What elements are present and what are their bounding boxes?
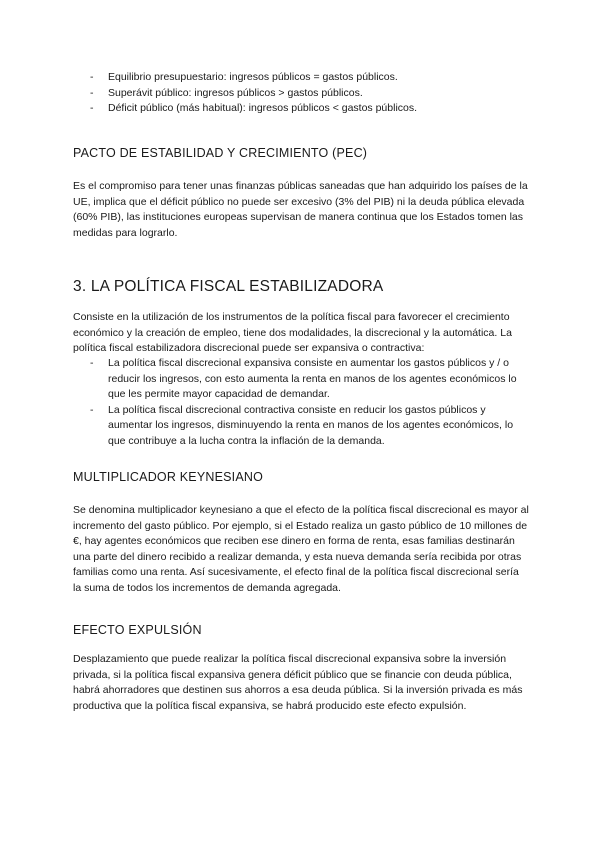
- bullet-dash: -: [90, 403, 94, 416]
- list-item-text: La política fiscal discrecional contractiva consiste en reducir los gastos públicos y aumentar los ingresos, disminuyendo la renta en manos de los agentes económicos, lo que contribuye a la lucha contra la inflación de la demanda.: [108, 403, 514, 447]
- list-item-text: Equilibrio presupuestario: ingresos públicos = gastos públicos.: [108, 71, 398, 83]
- bullet-dash: -: [90, 86, 94, 99]
- list-item: [90, 70, 530, 86]
- bullet-dash: -: [90, 357, 94, 369]
- pec-heading: PACTO DE ESTABILIDAD Y CRECIMIENTO (PEC): [73, 146, 368, 160]
- crowding-out-heading: EFECTO EXPULSIÓN: [73, 623, 202, 637]
- list-item-text: La política fiscal discrecional expansiva consiste en aumentar los gastos públicos y / o reducir los ingresos, con esto aumenta la renta en manos de los agentes económicos lo que les permite mayor capacidad de demandar.: [108, 357, 517, 401]
- list-item: [90, 86, 530, 102]
- list-item-text: Superávit público: ingresos públicos > gastos públicos.: [108, 86, 363, 99]
- section-3-heading: 3. LA POLÍTICA FISCAL ESTABILIZADORA: [73, 278, 384, 295]
- multiplier-paragraph: Se denomina multiplicador keynesiano a que el efecto de la política fiscal discrecional es mayor al incremento del gasto público. Por ejemplo, si el Estado realiza un gasto público de 10 millones de €, hay agentes económicos que reciben ese dinero en forma de renta, esas familias destinarán una parte del dinero recibido a realizar demanda, y esta nueva demanda sería recibida por otras familias como una renta. Así sucesivamente, el efecto final de la política fiscal discrecional sería la suma de todos los incrementos de demanda agregada.: [73, 504, 529, 594]
- bullet-dash: -: [90, 71, 94, 83]
- pec-paragraph: Es el compromiso para tener unas finanzas públicas saneadas que han adquirido los países de la UE, implica que el déficit público no puede ser excesivo (3% del PIB) ni la deuda pública elevada (60% PIB), las instituciones europeas supervisan de manera continua que los Estados tomen las medidas para lograrlo.: [73, 180, 528, 239]
- list-item: [90, 101, 530, 117]
- fiscal-policy-list: [90, 356, 530, 450]
- list-item-text: Déficit público (más habitual): ingresos públicos < gastos públicos.: [108, 102, 418, 114]
- list-item: [90, 403, 530, 450]
- bullet-dash: -: [90, 102, 94, 114]
- section-3-paragraph: Consiste en la utilización de los instrumentos de la política fiscal para favorecer el crecimiento económico y la creación de empleo, tiene dos modalidades, la discrecional y la automática. La política fiscal estabilizadora discrecional puede ser expansiva o contractiva:: [73, 311, 512, 355]
- list-item: [90, 356, 530, 403]
- crowding-out-paragraph: Desplazamiento que puede realizar la política fiscal discrecional expansiva sobre la inversión privada, si la política fiscal expansiva genera déficit público que se financie con deuda pública, habrá ahorradores que destinen sus ahorros a esa deuda pública. Si la inversión privada es más productiva que la política fiscal expansiva, se habrá producido este efecto expulsión.: [73, 653, 523, 712]
- multiplier-heading: MULTIPLICADOR KEYNESIANO: [73, 470, 264, 484]
- budget-balance-list: [90, 70, 530, 117]
